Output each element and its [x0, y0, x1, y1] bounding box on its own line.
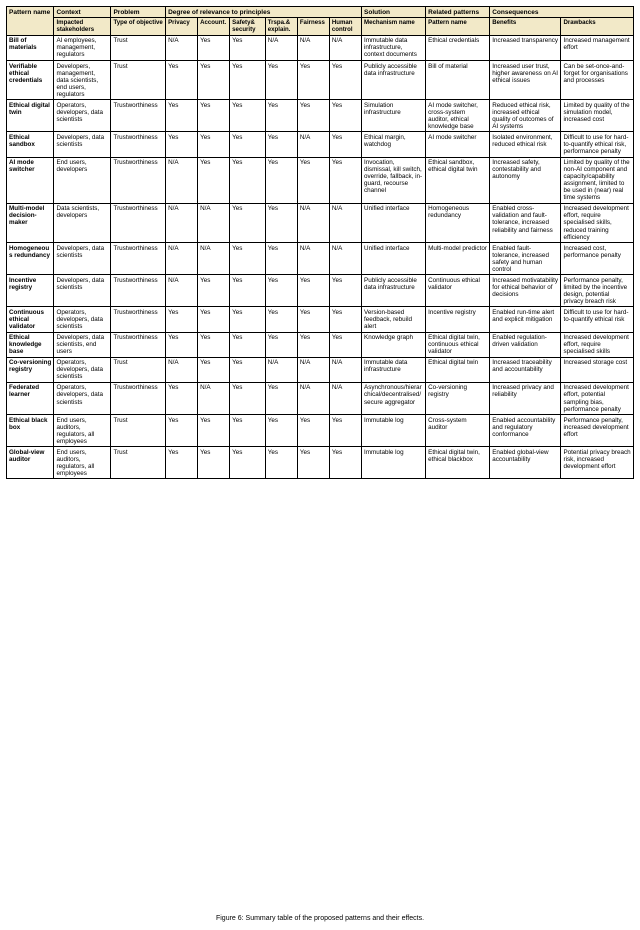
header-problem: Problem — [111, 7, 166, 18]
related-pattern-cell: Co-versioning registry — [426, 382, 490, 414]
safety-security-cell: Yes — [230, 332, 266, 357]
table-row — [7, 415, 634, 447]
figure-caption: Figure 6: Summary table of the proposed patterns and their effects. — [215, 915, 425, 922]
pattern-name-cell: Ethical digital twin — [7, 100, 54, 132]
fairness-cell: Yes — [297, 415, 329, 447]
related-pattern-cell: Ethical digital twin — [426, 357, 490, 382]
privacy-cell: Yes — [166, 382, 198, 414]
accountability-cell: N/A — [198, 382, 230, 414]
impacted-stakeholders-cell: Operators, developers, data scientists — [54, 382, 111, 414]
mechanism-name-cell: Asynchronous/hierarchical/decentralised/secure aggregator — [362, 382, 426, 414]
pattern-name-cell: Federated learner — [7, 382, 54, 414]
human-control-cell: Yes — [329, 332, 361, 357]
transparency-explainability-cell: Yes — [265, 447, 297, 479]
fairness-cell: N/A — [297, 132, 329, 157]
accountability-cell: Yes — [198, 307, 230, 332]
type-of-objective-cell: Trustworthiness — [111, 100, 166, 132]
subheader-related-pattern-name: Pattern name — [426, 18, 490, 36]
drawbacks-cell: Increased development effort, require specialised skills — [561, 332, 634, 357]
fairness-cell: N/A — [297, 382, 329, 414]
type-of-objective-cell: Trustworthiness — [111, 203, 166, 242]
header-solution: Solution — [362, 7, 426, 18]
human-control-cell: N/A — [329, 35, 361, 60]
drawbacks-cell: Performance penalty, limited by the incentive design, potential privacy breach risk — [561, 275, 634, 307]
privacy-cell: Yes — [166, 132, 198, 157]
table-row — [7, 357, 634, 382]
related-pattern-cell: Ethical digital twin, ethical blackbox — [426, 447, 490, 479]
pattern-name-cell: Continuous ethical validator — [7, 307, 54, 332]
pattern-name-cell: Multi-model decision-maker — [7, 203, 54, 242]
fairness-cell: Yes — [297, 275, 329, 307]
transparency-explainability-cell: N/A — [265, 35, 297, 60]
transparency-explainability-cell: Yes — [265, 243, 297, 275]
accountability-cell: Yes — [198, 100, 230, 132]
subheader-transparency-explainability: Trspa.& explain. — [265, 18, 297, 36]
table-row — [7, 35, 634, 60]
transparency-explainability-cell: Yes — [265, 382, 297, 414]
privacy-cell: Yes — [166, 100, 198, 132]
mechanism-name-cell: Immutable data infrastructure, context documents — [362, 35, 426, 60]
human-control-cell: Yes — [329, 307, 361, 332]
safety-security-cell: Yes — [230, 357, 266, 382]
human-control-cell: Yes — [329, 132, 361, 157]
table-head — [7, 7, 634, 36]
table-row — [7, 447, 634, 479]
header-context: Context — [54, 7, 111, 18]
subheader-accountability: Account. — [198, 18, 230, 36]
type-of-objective-cell: Trust — [111, 35, 166, 60]
transparency-explainability-cell: N/A — [265, 357, 297, 382]
subheader-fairness: Fairness — [297, 18, 329, 36]
transparency-explainability-cell: Yes — [265, 132, 297, 157]
type-of-objective-cell: Trust — [111, 357, 166, 382]
drawbacks-cell: Limited by quality of the non-AI component and capacity/capability assignment, limited to be used in (near) real time systems — [561, 157, 634, 203]
table-sub-header-row — [7, 18, 634, 36]
type-of-objective-cell: Trustworthiness — [111, 157, 166, 203]
safety-security-cell: Yes — [230, 35, 266, 60]
related-pattern-cell: Ethical sandbox, ethical digital twin — [426, 157, 490, 203]
fairness-cell: Yes — [297, 61, 329, 100]
header-degree-of-relevance: Degree of relevance to principles — [166, 7, 362, 18]
pattern-name-cell: Bill of materials — [7, 35, 54, 60]
accountability-cell: Yes — [198, 35, 230, 60]
benefits-cell: Increased traceability and accountability — [490, 357, 561, 382]
table-row — [7, 203, 634, 242]
subheader-type-of-objective: Type of objective — [111, 18, 166, 36]
subheader-human-control: Human control — [329, 18, 361, 36]
table-body — [7, 35, 634, 479]
drawbacks-cell: Potential privacy breach risk, increased development effort — [561, 447, 634, 479]
mechanism-name-cell: Publicly accessible data infrastructure — [362, 275, 426, 307]
impacted-stakeholders-cell: AI employees, management, regulators — [54, 35, 111, 60]
drawbacks-cell: Difficult to use for hard-to-quantify ethical risk — [561, 307, 634, 332]
impacted-stakeholders-cell: Developers, data scientists, end users — [54, 332, 111, 357]
safety-security-cell: Yes — [230, 382, 266, 414]
type-of-objective-cell: Trustworthiness — [111, 307, 166, 332]
privacy-cell: Yes — [166, 307, 198, 332]
benefits-cell: Isolated environment, reduced ethical risk — [490, 132, 561, 157]
impacted-stakeholders-cell: End users, auditors, regulators, all employees — [54, 447, 111, 479]
mechanism-name-cell: Simulation infrastructure — [362, 100, 426, 132]
privacy-cell: Yes — [166, 447, 198, 479]
type-of-objective-cell: Trust — [111, 61, 166, 100]
header-related-patterns: Related patterns — [426, 7, 490, 18]
pattern-name-cell: Ethical sandbox — [7, 132, 54, 157]
accountability-cell: N/A — [198, 243, 230, 275]
safety-security-cell: Yes — [230, 61, 266, 100]
human-control-cell: Yes — [329, 100, 361, 132]
drawbacks-cell: Difficult to use for hard-to-quantify ethical risk, performance penalty — [561, 132, 634, 157]
fairness-cell: N/A — [297, 35, 329, 60]
benefits-cell: Enabled global-view accountability — [490, 447, 561, 479]
subheader-safety-security: Safety& security — [230, 18, 266, 36]
related-pattern-cell: Incentive registry — [426, 307, 490, 332]
impacted-stakeholders-cell: Developers, management, data scientists, end users, regulators — [54, 61, 111, 100]
related-pattern-cell: Cross-system auditor — [426, 415, 490, 447]
fairness-cell: Yes — [297, 332, 329, 357]
impacted-stakeholders-cell: End users, developers — [54, 157, 111, 203]
impacted-stakeholders-cell: Developers, data scientists — [54, 275, 111, 307]
transparency-explainability-cell: Yes — [265, 307, 297, 332]
type-of-objective-cell: Trust — [111, 415, 166, 447]
table-row — [7, 157, 634, 203]
related-pattern-cell: Multi-model predictor — [426, 243, 490, 275]
benefits-cell: Increased user trust, higher awareness on AI ethical issues — [490, 61, 561, 100]
drawbacks-cell: Increased cost, performance penalty — [561, 243, 634, 275]
benefits-cell: Enabled regulation-driven validation — [490, 332, 561, 357]
pattern-name-cell: Verifiable ethical credentials — [7, 61, 54, 100]
type-of-objective-cell: Trustworthiness — [111, 275, 166, 307]
table-row — [7, 243, 634, 275]
fairness-cell: Yes — [297, 100, 329, 132]
benefits-cell: Enabled accountability and regulatory conformance — [490, 415, 561, 447]
transparency-explainability-cell: Yes — [265, 157, 297, 203]
drawbacks-cell: Increased storage cost — [561, 357, 634, 382]
transparency-explainability-cell: Yes — [265, 275, 297, 307]
benefits-cell: Increased safety, contestability and autonomy — [490, 157, 561, 203]
pattern-name-cell: Global-view auditor — [7, 447, 54, 479]
related-pattern-cell: AI mode switcher — [426, 132, 490, 157]
safety-security-cell: Yes — [230, 203, 266, 242]
impacted-stakeholders-cell: Developers, data scientists — [54, 132, 111, 157]
human-control-cell: Yes — [329, 61, 361, 100]
subheader-impacted-stakeholders: Impacted stakeholders — [54, 18, 111, 36]
type-of-objective-cell: Trustworthiness — [111, 332, 166, 357]
impacted-stakeholders-cell: Operators, developers, data scientists — [54, 100, 111, 132]
mechanism-name-cell: Unified interface — [362, 203, 426, 242]
accountability-cell: Yes — [198, 447, 230, 479]
type-of-objective-cell: Trust — [111, 447, 166, 479]
privacy-cell: N/A — [166, 357, 198, 382]
mechanism-name-cell: Ethical margin, watchdog — [362, 132, 426, 157]
impacted-stakeholders-cell: Data scientists, developers — [54, 203, 111, 242]
pattern-name-cell: Incentive registry — [7, 275, 54, 307]
privacy-cell: Yes — [166, 61, 198, 100]
benefits-cell: Increased privacy and reliability — [490, 382, 561, 414]
benefits-cell: Enabled cross-validation and fault- tolerance, increased reliability and fairness — [490, 203, 561, 242]
pattern-name-cell: Ethical black box — [7, 415, 54, 447]
accountability-cell: N/A — [198, 203, 230, 242]
mechanism-name-cell: Knowledge graph — [362, 332, 426, 357]
transparency-explainability-cell: Yes — [265, 61, 297, 100]
pattern-name-cell: Homogeneous redundancy — [7, 243, 54, 275]
accountability-cell: Yes — [198, 357, 230, 382]
mechanism-name-cell: Unified interface — [362, 243, 426, 275]
related-pattern-cell: Bill of material — [426, 61, 490, 100]
table-row — [7, 132, 634, 157]
drawbacks-cell: Increased development effort, require specialised skills, reduced training efficiency — [561, 203, 634, 242]
pattern-name-cell: Ethical knowledge base — [7, 332, 54, 357]
privacy-cell: N/A — [166, 35, 198, 60]
impacted-stakeholders-cell: End users, auditors, regulators, all employees — [54, 415, 111, 447]
related-pattern-cell: Continuous ethical validator — [426, 275, 490, 307]
table-row — [7, 275, 634, 307]
related-pattern-cell: Homogeneous redundancy — [426, 203, 490, 242]
safety-security-cell: Yes — [230, 157, 266, 203]
subheader-benefits: Benefits — [490, 18, 561, 36]
fairness-cell: N/A — [297, 357, 329, 382]
human-control-cell: N/A — [329, 243, 361, 275]
header-pattern-name: Pattern name — [7, 7, 54, 36]
accountability-cell: Yes — [198, 157, 230, 203]
safety-security-cell: Yes — [230, 100, 266, 132]
safety-security-cell: Yes — [230, 243, 266, 275]
table-row — [7, 332, 634, 357]
privacy-cell: N/A — [166, 203, 198, 242]
privacy-cell: N/A — [166, 275, 198, 307]
impacted-stakeholders-cell: Developers, data scientists — [54, 243, 111, 275]
drawbacks-cell: Increased development effort, potential sampling bias, performance penalty — [561, 382, 634, 414]
related-pattern-cell: Ethical credentials — [426, 35, 490, 60]
table-group-header-row — [7, 7, 634, 18]
benefits-cell: Enabled fault-tolerance, increased safety and human control — [490, 243, 561, 275]
safety-security-cell: Yes — [230, 447, 266, 479]
fairness-cell: Yes — [297, 307, 329, 332]
safety-security-cell: Yes — [230, 415, 266, 447]
transparency-explainability-cell: Yes — [265, 100, 297, 132]
type-of-objective-cell: Trustworthiness — [111, 382, 166, 414]
table-row — [7, 100, 634, 132]
fairness-cell: N/A — [297, 203, 329, 242]
mechanism-name-cell: Invocation, dismissal, kill switch, override, fallback, in-guard, recourse channel — [362, 157, 426, 203]
transparency-explainability-cell: Yes — [265, 203, 297, 242]
related-pattern-cell: Ethical digital twin, continuous ethical validator — [426, 332, 490, 357]
subheader-privacy: Privacy — [166, 18, 198, 36]
transparency-explainability-cell: Yes — [265, 415, 297, 447]
privacy-cell: Yes — [166, 332, 198, 357]
safety-security-cell: Yes — [230, 132, 266, 157]
human-control-cell: Yes — [329, 415, 361, 447]
table-row — [7, 382, 634, 414]
privacy-cell: N/A — [166, 243, 198, 275]
fairness-cell: Yes — [297, 447, 329, 479]
human-control-cell: N/A — [329, 382, 361, 414]
accountability-cell: Yes — [198, 275, 230, 307]
benefits-cell: Increased motivatability for ethical behavior of decisions — [490, 275, 561, 307]
fairness-cell: N/A — [297, 243, 329, 275]
accountability-cell: Yes — [198, 61, 230, 100]
fairness-cell: Yes — [297, 157, 329, 203]
accountability-cell: Yes — [198, 332, 230, 357]
table-row — [7, 307, 634, 332]
mechanism-name-cell: Immutable data infrastructure — [362, 357, 426, 382]
safety-security-cell: Yes — [230, 307, 266, 332]
type-of-objective-cell: Trustworthiness — [111, 132, 166, 157]
mechanism-name-cell: Immutable log — [362, 415, 426, 447]
human-control-cell: N/A — [329, 203, 361, 242]
subheader-drawbacks: Drawbacks — [561, 18, 634, 36]
benefits-cell: Increased transparency — [490, 35, 561, 60]
privacy-cell: Yes — [166, 415, 198, 447]
related-pattern-cell: AI mode switcher, cross-system auditor, ethical knowledge base — [426, 100, 490, 132]
human-control-cell: Yes — [329, 275, 361, 307]
pattern-name-cell: Co-versioning registry — [7, 357, 54, 382]
accountability-cell: Yes — [198, 132, 230, 157]
human-control-cell: Yes — [329, 447, 361, 479]
transparency-explainability-cell: Yes — [265, 332, 297, 357]
drawbacks-cell: Limited by quality of the simulation model, increased cost — [561, 100, 634, 132]
mechanism-name-cell: Immutable log — [362, 447, 426, 479]
drawbacks-cell: Performance penalty, increased development effort — [561, 415, 634, 447]
mechanism-name-cell: Version-based feedback, rebuild alert — [362, 307, 426, 332]
pattern-summary-table — [6, 6, 634, 479]
privacy-cell: N/A — [166, 157, 198, 203]
human-control-cell: Yes — [329, 157, 361, 203]
impacted-stakeholders-cell: Operators, developers, data scientists — [54, 307, 111, 332]
human-control-cell: N/A — [329, 357, 361, 382]
impacted-stakeholders-cell: Operators, developers, data scientists — [54, 357, 111, 382]
pattern-name-cell: AI mode switcher — [7, 157, 54, 203]
header-consequences: Consequences — [490, 7, 634, 18]
safety-security-cell: Yes — [230, 275, 266, 307]
type-of-objective-cell: Trustworthiness — [111, 243, 166, 275]
benefits-cell: Enabled run-time alert and explicit mitigation — [490, 307, 561, 332]
drawbacks-cell: Increased management effort — [561, 35, 634, 60]
table-row — [7, 61, 634, 100]
subheader-mechanism-name: Mechanism name — [362, 18, 426, 36]
benefits-cell: Reduced ethical risk, increased ethical quality of outcomes of AI systems — [490, 100, 561, 132]
mechanism-name-cell: Publicly accessible data infrastructure — [362, 61, 426, 100]
accountability-cell: Yes — [198, 415, 230, 447]
drawbacks-cell: Can be set-once-and-forget for organisations and processes — [561, 61, 634, 100]
